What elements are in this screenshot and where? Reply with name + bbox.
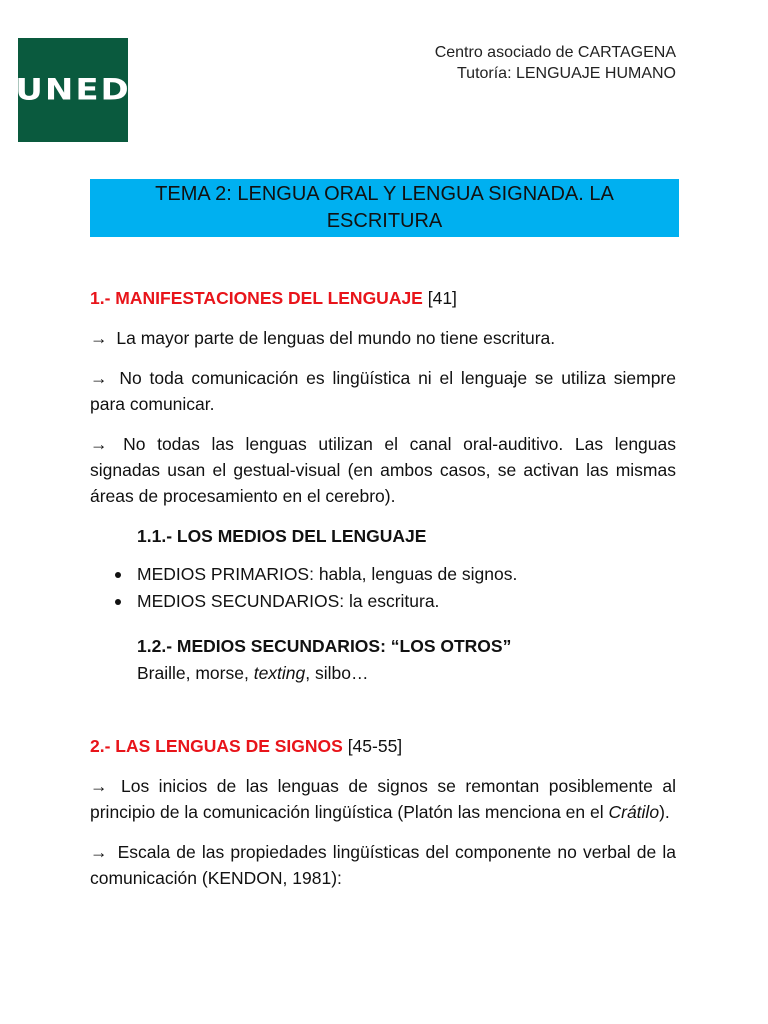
paragraph-text: No toda comunicación es lingüística ni el lenguaje se utiliza siempre para comunicar. [90,368,676,414]
logo-text: UNED [15,73,131,107]
list-item: MEDIOS SECUNDARIOS: la escritura. [137,588,676,615]
paragraph [90,365,676,417]
section-2-title: 2.- LAS LENGUAS DE SIGNOS [90,736,343,756]
subsection-1-1-heading: 1.1.- LOS MEDIOS DEL LENGUAJE [137,526,427,546]
section-2-ref: [45-55] [347,736,403,756]
paragraph-text: No todas las lenguas utilizan el canal oral-auditivo. Las lenguas signadas usan el gestual-visual (en ambos casos, se activan las mismas áreas de procesamiento en el cerebro). [90,434,676,506]
arrow-icon: → [90,368,108,388]
title-banner [90,179,679,237]
subsection-1-2-text [137,660,676,687]
text-run: Braille, morse, [137,663,254,683]
header-center-name: Centro asociado de CARTAGENA [434,44,676,61]
section-2-heading [90,733,676,759]
paragraph-text: Escala de las propiedades lingüísticas del componente no verbal de la comunicación (KENDON, 1981): [90,842,676,888]
text-run: ). [659,802,670,822]
arrow-icon: → [90,776,108,796]
italic-text: Crátilo [608,802,660,822]
header-tutoria: Tutoría: LENGUAJE HUMANO [456,65,676,82]
page-header [435,42,676,84]
document-body [90,285,676,905]
list-item: MEDIOS PRIMARIOS: habla, lenguas de signos. [137,561,676,588]
uned-logo [15,38,131,142]
media-list [90,561,676,615]
paragraph [90,839,676,891]
section-1-ref: [41] [427,288,457,308]
italic-text: texting [253,663,306,683]
arrow-icon: → [90,434,108,454]
subsection-1-2 [137,633,676,687]
paragraph [90,773,676,825]
subsection-1-2-heading: 1.2.- MEDIOS SECUNDARIOS: “LOS OTROS” [137,636,512,656]
section-1-heading [90,285,676,311]
page-title: TEMA 2: LENGUA ORAL Y LENGUA SIGNADA. LA ESCRITURA [155,183,614,232]
section-1-title: 1.- MANIFESTACIONES DEL LENGUAJE [90,288,423,308]
text-run: , silbo… [305,663,369,683]
arrow-icon: → [90,842,108,862]
paragraph [90,431,676,509]
paragraph-text: La mayor parte de lenguas del mundo no tiene escritura. [116,328,556,348]
arrow-icon: → [90,328,108,348]
paragraph [90,325,676,351]
text-run: Los inicios de las lenguas de signos se remontan posiblemente al principio de la comunicación lingüística (Platón las menciona en el [90,776,676,822]
